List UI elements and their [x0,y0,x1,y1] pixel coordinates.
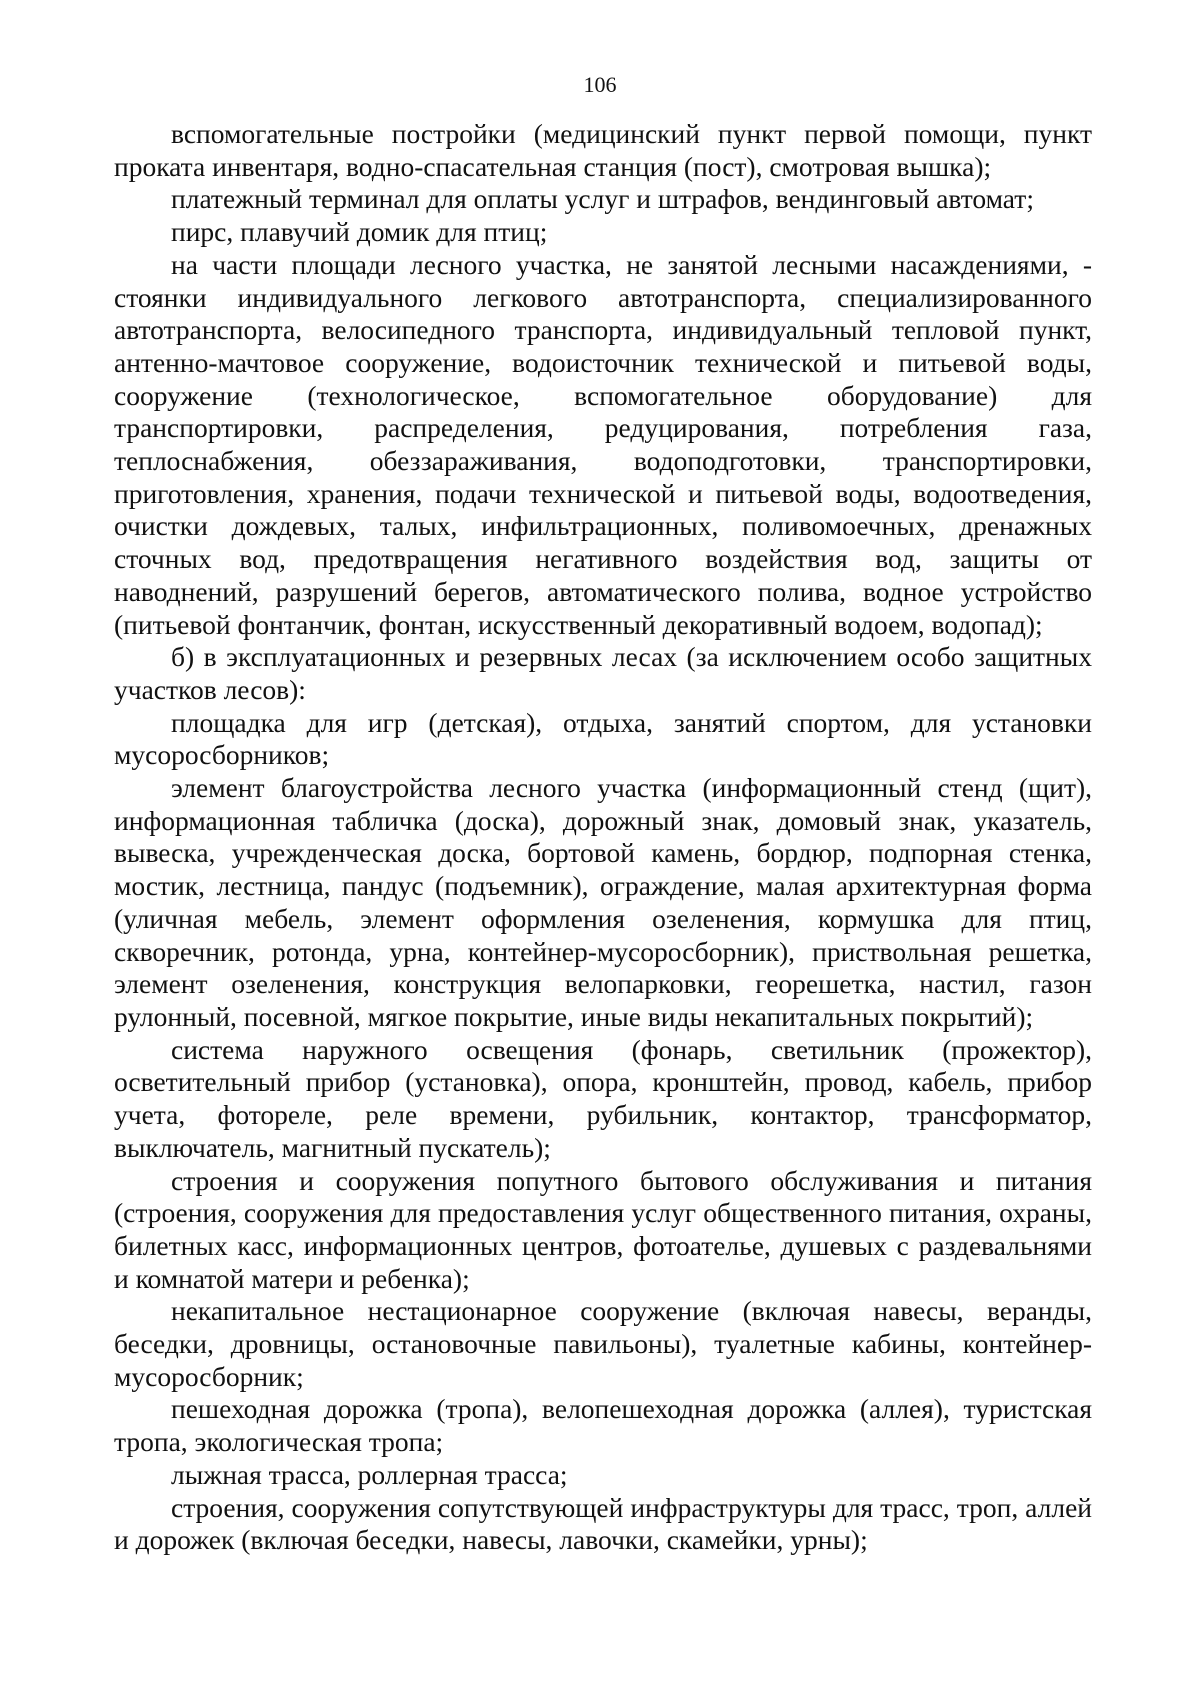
paragraph-unforested-area: на части площади лесного участка, не занятой лесными насаждениями, - стоянки индивидуального легкового автотранспорта, специализированного автотранспорта, велосипедного транспорта, индивидуальный тепловой пункт, антенно-мачтовое сооружение, водоисточник технической и питьевой воды, сооружение (технологическое, вспомогательное оборудование) для транспортировки, распределения, редуцирования, потребления газа, теплоснабжения, обеззараживания, водоподготовки, транспортировки, приготовления, хранения, подачи технической и питьевой воды, водоотведения, очистки дождевых, талых, инфильтрационных, поливомоечных, дренажных сточных вод, предотвращения негативного воздействия вод, защиты от наводнений, разрушений берегов, автоматического полива, водное устройство (питьевой фонтанчик, фонтан, искусственный декоративный водоем, водопад); [114,248,1092,640]
paragraph-non-capital-structures: некапитальное нестационарное сооружение (включая навесы, веранды, беседки, дровницы, остановочные павильоны), туалетные кабины, контейнер-мусоросборник; [114,1295,1092,1392]
paragraph-operational-forests: б) в эксплуатационных и резервных лесах (за исключением особо защитных участков лесов): [114,641,1092,705]
page-number: 106 [583,72,617,97]
paragraph-landscaping-elements: элемент благоустройства лесного участка (информационный стенд (щит), информационная табличка (доска), дорожный знак, домовый знак, указатель, вывеска, учрежденческая доска, бортовой камень, бордюр, подпорная стенка, мостик, лестница, пандус (подъемник), ограждение, малая архитектурная форма (уличная мебель, элемент оформления озеленения, кормушка для птиц, скворечник, ротонда, урна, контейнер-мусоросборник), приствольная решетка, элемент озеленения, конструкция велопарковки, георешетка, настил, газон рулонный, посевной, мягкое покрытие, иные виды некапитальных покрытий); [114,772,1092,1032]
paragraph-trail-infrastructure: строения, сооружения сопутствующей инфраструктуры для трасс, троп, аллей и дорожек (включая беседки, навесы, лавочки, скамейки, урны); [114,1491,1092,1556]
paragraph-service-buildings: строения и сооружения попутного бытового обслуживания и питания (строения, сооружения для предоставления услуг общественного питания, охраны, билетных касс, информационных центров, фотоателье, душевых с раздевальнями и комнатой матери и ребенка); [114,1164,1092,1294]
paragraph-outdoor-lighting: система наружного освещения (фонарь, светильник (прожектор), осветительный прибор (установка), опора, кронштейн, провод, кабель, прибор учета, фотореле, реле времени, рубильник, контактор, трансформатор, выключатель, магнитный пускатель); [114,1033,1092,1163]
paragraph-playground: площадка для игр (детская), отдыха, занятий спортом, для установки мусоросборников; [114,706,1092,771]
paragraph-pier: пирс, плавучий домик для птиц; [171,216,548,248]
paragraph-footpaths: пешеходная дорожка (тропа), велопешеходная дорожка (аллея), туристская тропа, экологическая тропа; [114,1393,1092,1458]
paragraph-payment-terminal: платежный терминал для оплаты услуг и штрафов, вендинговый автомат; [171,183,1034,215]
paragraph-auxiliary-buildings: вспомогательные постройки (медицинский пункт первой помощи, пункт проката инвентаря, водно-спасательная станция (пост), смотровая вышка); [114,118,1092,182]
document-body [114,118,1092,1557]
paragraph-ski-track: лыжная трасса, роллерная трасса; [171,1458,568,1490]
